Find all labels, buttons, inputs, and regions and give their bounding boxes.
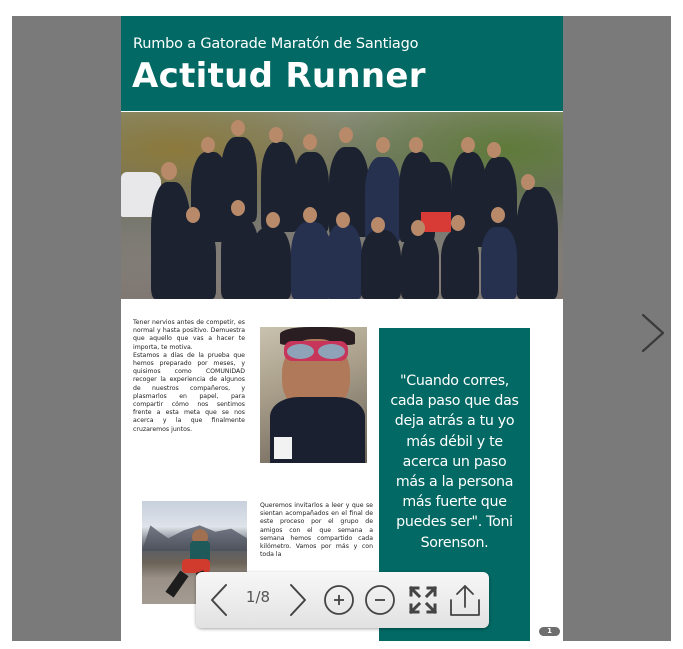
page-indicator: 1/8 [245,588,271,606]
intro-text [133,319,245,434]
page-number-badge: 1 [539,627,560,636]
paragraph-1: Tener nervios antes de competir, es normal y hasta positivo. Demuestra que aquello que vas a hacer te importa, te motiva. [133,319,245,351]
zoom-out-button[interactable] [363,581,397,619]
paragraph-2: Estamos a días de la prueba que hemos preparado por meses, y quisimos como COMUNIDAD recoger la experiencia de algunos de nuestros compañeros, y plasmarlos en papel, para compartir cómo nos sentimos frente a esta meta que se nos acerca y la que finalmente cruzaremos juntos. [133,351,245,433]
chevron-right-icon [637,311,667,355]
next-page-button[interactable] [637,311,667,355]
group-photo [121,112,563,299]
fullscreen-button[interactable] [405,581,441,619]
runner-selfie-photo [260,327,367,463]
chevron-right-icon [288,583,308,617]
magazine-page [121,16,563,641]
share-icon [448,583,482,617]
page-title: Actitud Runner [132,56,426,96]
page-header [121,16,563,111]
zoom-in-button[interactable] [322,581,356,619]
previous-page-button[interactable] [204,581,234,619]
zoom-out-icon [364,584,396,616]
paragraph-3: Queremos invitarlos a leer y que se sientan acompañados en el final de este proceso por el grupo de amigos con el que semana a semana hemos compartido cada kilómetro. Vamos por más y con toda la [260,502,373,559]
zoom-in-icon [323,584,355,616]
viewer-toolbar [196,572,489,628]
page-subtitle: Rumbo a Gatorade Maratón de Santiago [133,36,419,52]
document-viewer [12,16,671,641]
share-button[interactable] [447,581,483,619]
chevron-left-icon [209,583,229,617]
fullscreen-icon [407,584,439,616]
quote-text: "Cuando corres, cada paso que das deja atrás a tu yo más débil y te acerca un paso más a la persona más fuerte que puedes ser". Toni Sorenson. [390,373,519,551]
next-page-toolbar-button[interactable] [283,581,313,619]
